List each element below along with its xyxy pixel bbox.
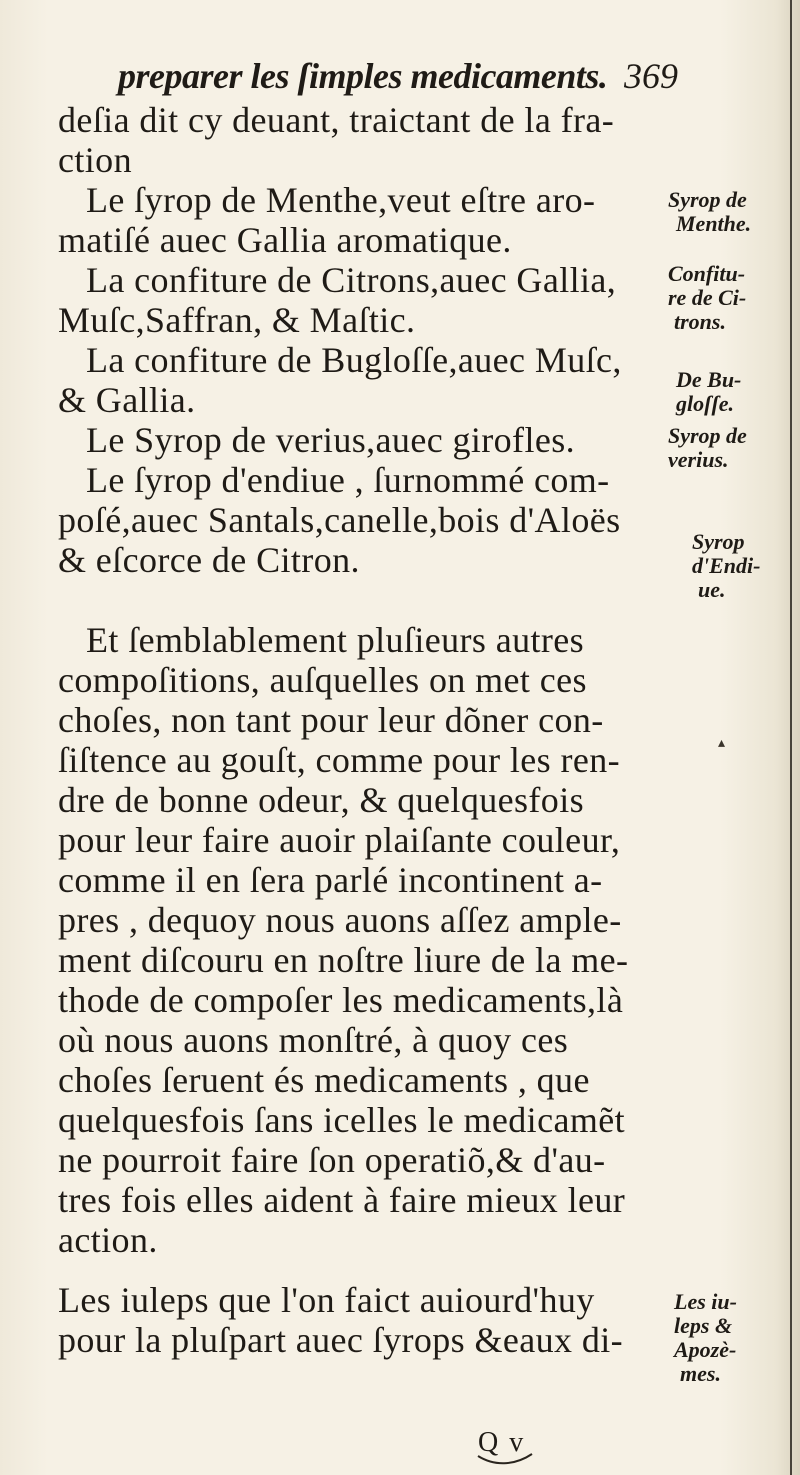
text-line: La confiture de Bugloſſe,auec Muſc, (86, 340, 622, 380)
margin-note-line: ue. (698, 577, 726, 602)
signature-flourish (476, 1452, 536, 1466)
margin-note-line: Apozè- (674, 1337, 737, 1362)
text-line: pour leur faire auoir plaiſante couleur, (58, 820, 621, 860)
text-line: ction (58, 140, 132, 180)
text-line: pour la pluſpart auec ſyrops &eaux di- (58, 1320, 624, 1360)
text-line: matiſé auec Gallia aromatique. (58, 220, 512, 260)
margin-note-line: mes. (680, 1361, 721, 1386)
margin-note-line: De Bu- (676, 367, 742, 392)
margin-note-line: verius. (668, 447, 729, 472)
margin-note-line: leps & (674, 1313, 733, 1338)
text-line: compoſitions, auſquelles on met ces (58, 660, 587, 700)
margin-note-line: re de Ci- (668, 285, 747, 310)
text-line: Muſc,Saffran, & Maſtic. (58, 300, 416, 340)
text-line: où nous auons monſtré, à quoy ces (58, 1020, 569, 1060)
margin-note-line: Syrop de (668, 187, 747, 212)
text-line: ment diſcouru en noſtre liure de la me- (58, 940, 629, 980)
text-line: choſes ſeruent és medicaments , que (58, 1060, 590, 1100)
text-line: Le ſyrop de Menthe,veut eſtre aro- (86, 180, 596, 220)
margin-note-les-iuleps (674, 1290, 737, 1386)
text-line: deſia dit cy deuant, traictant de la fra- (58, 100, 615, 140)
margin-note-line: Les iu- (674, 1289, 737, 1314)
text-line: action. (58, 1220, 158, 1260)
margin-note-de-buglosse (676, 368, 741, 416)
text-line: thode de compoſer les medicaments,là (58, 980, 624, 1020)
text-line: Et ſemblablement pluſieurs autres (86, 620, 585, 660)
text-line: poſé,auec Santals,canelle,bois d'Aloës (58, 500, 621, 540)
text-line: Le Syrop de verius,auec girofles. (86, 420, 576, 460)
text-line: & Gallia. (58, 380, 196, 420)
margin-note-line: trons. (674, 309, 726, 334)
margin-note-line: Syrop (692, 529, 745, 554)
text-line: Les iuleps que l'on faict auiourd'huy (58, 1280, 595, 1320)
text-line: & eſcorce de Citron. (58, 540, 360, 580)
text-line: dre de bonne odeur, & quelquesfois (58, 780, 585, 820)
margin-note-line: Confitu- (668, 261, 746, 286)
text-line: ne pourroit faire ſon operatiõ,& d'au- (58, 1140, 606, 1180)
running-title: preparer les ſimples medicaments. (118, 56, 608, 96)
text-line: La confiture de Citrons,auec Gallia, (86, 260, 617, 300)
margin-note-line: d'Endi- (692, 553, 761, 578)
margin-note-line: Menthe. (676, 211, 752, 236)
signature-mark: Q v (478, 1427, 526, 1458)
margin-note-syrop-de-menthe (668, 188, 751, 236)
text-line: comme il en ſera parlé incontinent a- (58, 860, 603, 900)
margin-note-line: Syrop de (668, 423, 747, 448)
text-line: choſes, non tant pour leur dõner con- (58, 700, 604, 740)
ink-speck: ▴ (718, 735, 726, 751)
margin-note-syrop-de-verius (668, 424, 747, 472)
text-line: Le ſyrop d'endiue , ſurnommé com- (86, 460, 610, 500)
text-line: pres , dequoy nous auons aſſez ample- (58, 900, 622, 940)
margin-note-line: gloſſe. (676, 391, 735, 416)
page-number: 369 (624, 56, 678, 96)
margin-note-confiture-de-citrons (668, 262, 746, 334)
text-line: quelquesfois ſans icelles le medicamẽt (58, 1100, 626, 1140)
text-line: ſiſtence au gouſt, comme pour les ren- (58, 740, 621, 780)
margin-note-syrop-d-endiue (692, 530, 760, 602)
text-line: tres fois elles aident à faire mieux leur (58, 1180, 626, 1220)
